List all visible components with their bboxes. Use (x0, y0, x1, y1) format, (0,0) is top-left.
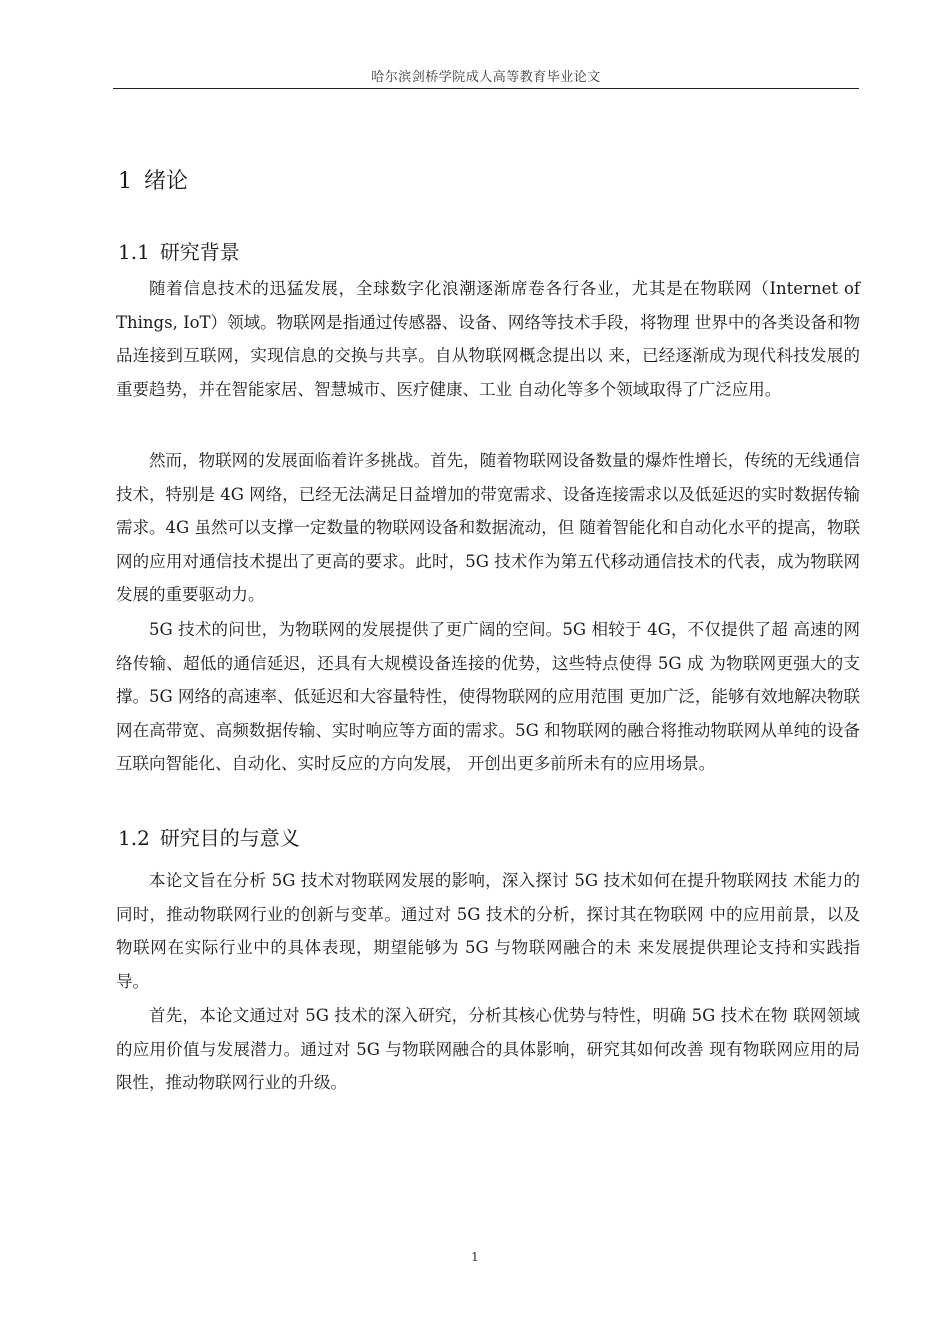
chapter-number: 1 (118, 169, 132, 194)
paragraph-background-3: 5G 技术的问世，为物联网的发展提供了更广阔的空间。5G 相较于 4G，不仅提供了超 高速的网络传输、超低的通信延迟，还具有大规模设备连接的优势，这些特点使得 5G 成 为物联网更强大的支撑。5G 网络的高速率、低延迟和大容量特性，使得物联网的应用范围 更加广泛，能够有效地解决物联网在高带宽、高频数据传输、实时响应等方面的需求。5G 和物联网的融合将推动物联网从单纯的设备互联向智能化、自动化、实时反应的方向发展， 开创出更多前所未有的应用场景。 (116, 620, 860, 773)
paragraph-purpose-2: 首先，本论文通过对 5G 技术的深入研究，分析其核心优势与特性，明确 5G 技术在物 联网领域的应用价值与发展潜力。通过对 5G 与物联网融合的具体影响，研究其如何改善 现有物联网应用的局限性，推动物联网行业的升级。 (116, 1006, 860, 1092)
header-divider (113, 88, 859, 89)
section-title: 研究背景 (159, 240, 240, 264)
paragraph-background-2: 然而，物联网的发展面临着许多挑战。首先，随着物联网设备数量的爆炸性增长，传统的无线通信技术，特别是 4G 网络，已经无法满足日益增加的带宽需求、设备连接需求以及低延迟的实时数据传输需求。4G 虽然可以支撑一定数量的物联网设备和数据流动，但 随着智能化和自动化水平的提高，物联网的应用对通信技术提出了更高的要求。此时，5G 技术作为第五代移动通信技术的代表，成为物联网发展的重要驱动力。 (116, 451, 860, 604)
section-number: 1.2 (118, 826, 150, 850)
section-number: 1.1 (118, 240, 150, 264)
chapter-title: 绪论 (144, 169, 189, 194)
section-title: 研究目的与意义 (159, 826, 300, 850)
section-heading-1-1 (118, 236, 240, 265)
section-heading-1-2 (118, 822, 300, 851)
paragraph-background-1: 随着信息技术的迅猛发展，全球数字化浪潮逐渐席卷各行各业，尤其是在物联网（Internet of Things, IoT）领域。物联网是指通过传感器、设备、网络等技术手段，将物理 世界中的各类设备和物品连接到互联网，实现信息的交换与共享。自从物联网概念提出以 来，已经逐渐成为现代科技发展的重要趋势，并在智能家居、智慧城市、医疗健康、工业 自动化等多个领域取得了广泛应用。 (116, 279, 860, 399)
paragraph-purpose-1: 本论文旨在分析 5G 技术对物联网发展的影响，深入探讨 5G 技术如何在提升物联网技 术能力的同时，推动物联网行业的创新与变革。通过对 5G 技术的分析，探讨其在物联网 中的应用前景，以及物联网在实际行业中的具体表现，期望能够为 5G 与物联网融合的未 来发展提供理论支持和实践指导。 (116, 871, 860, 991)
page-number: 1 (471, 1250, 479, 1264)
chapter-heading (118, 164, 188, 195)
running-header: 哈尔滨剑桥学院成人高等教育毕业论文 (371, 70, 601, 85)
